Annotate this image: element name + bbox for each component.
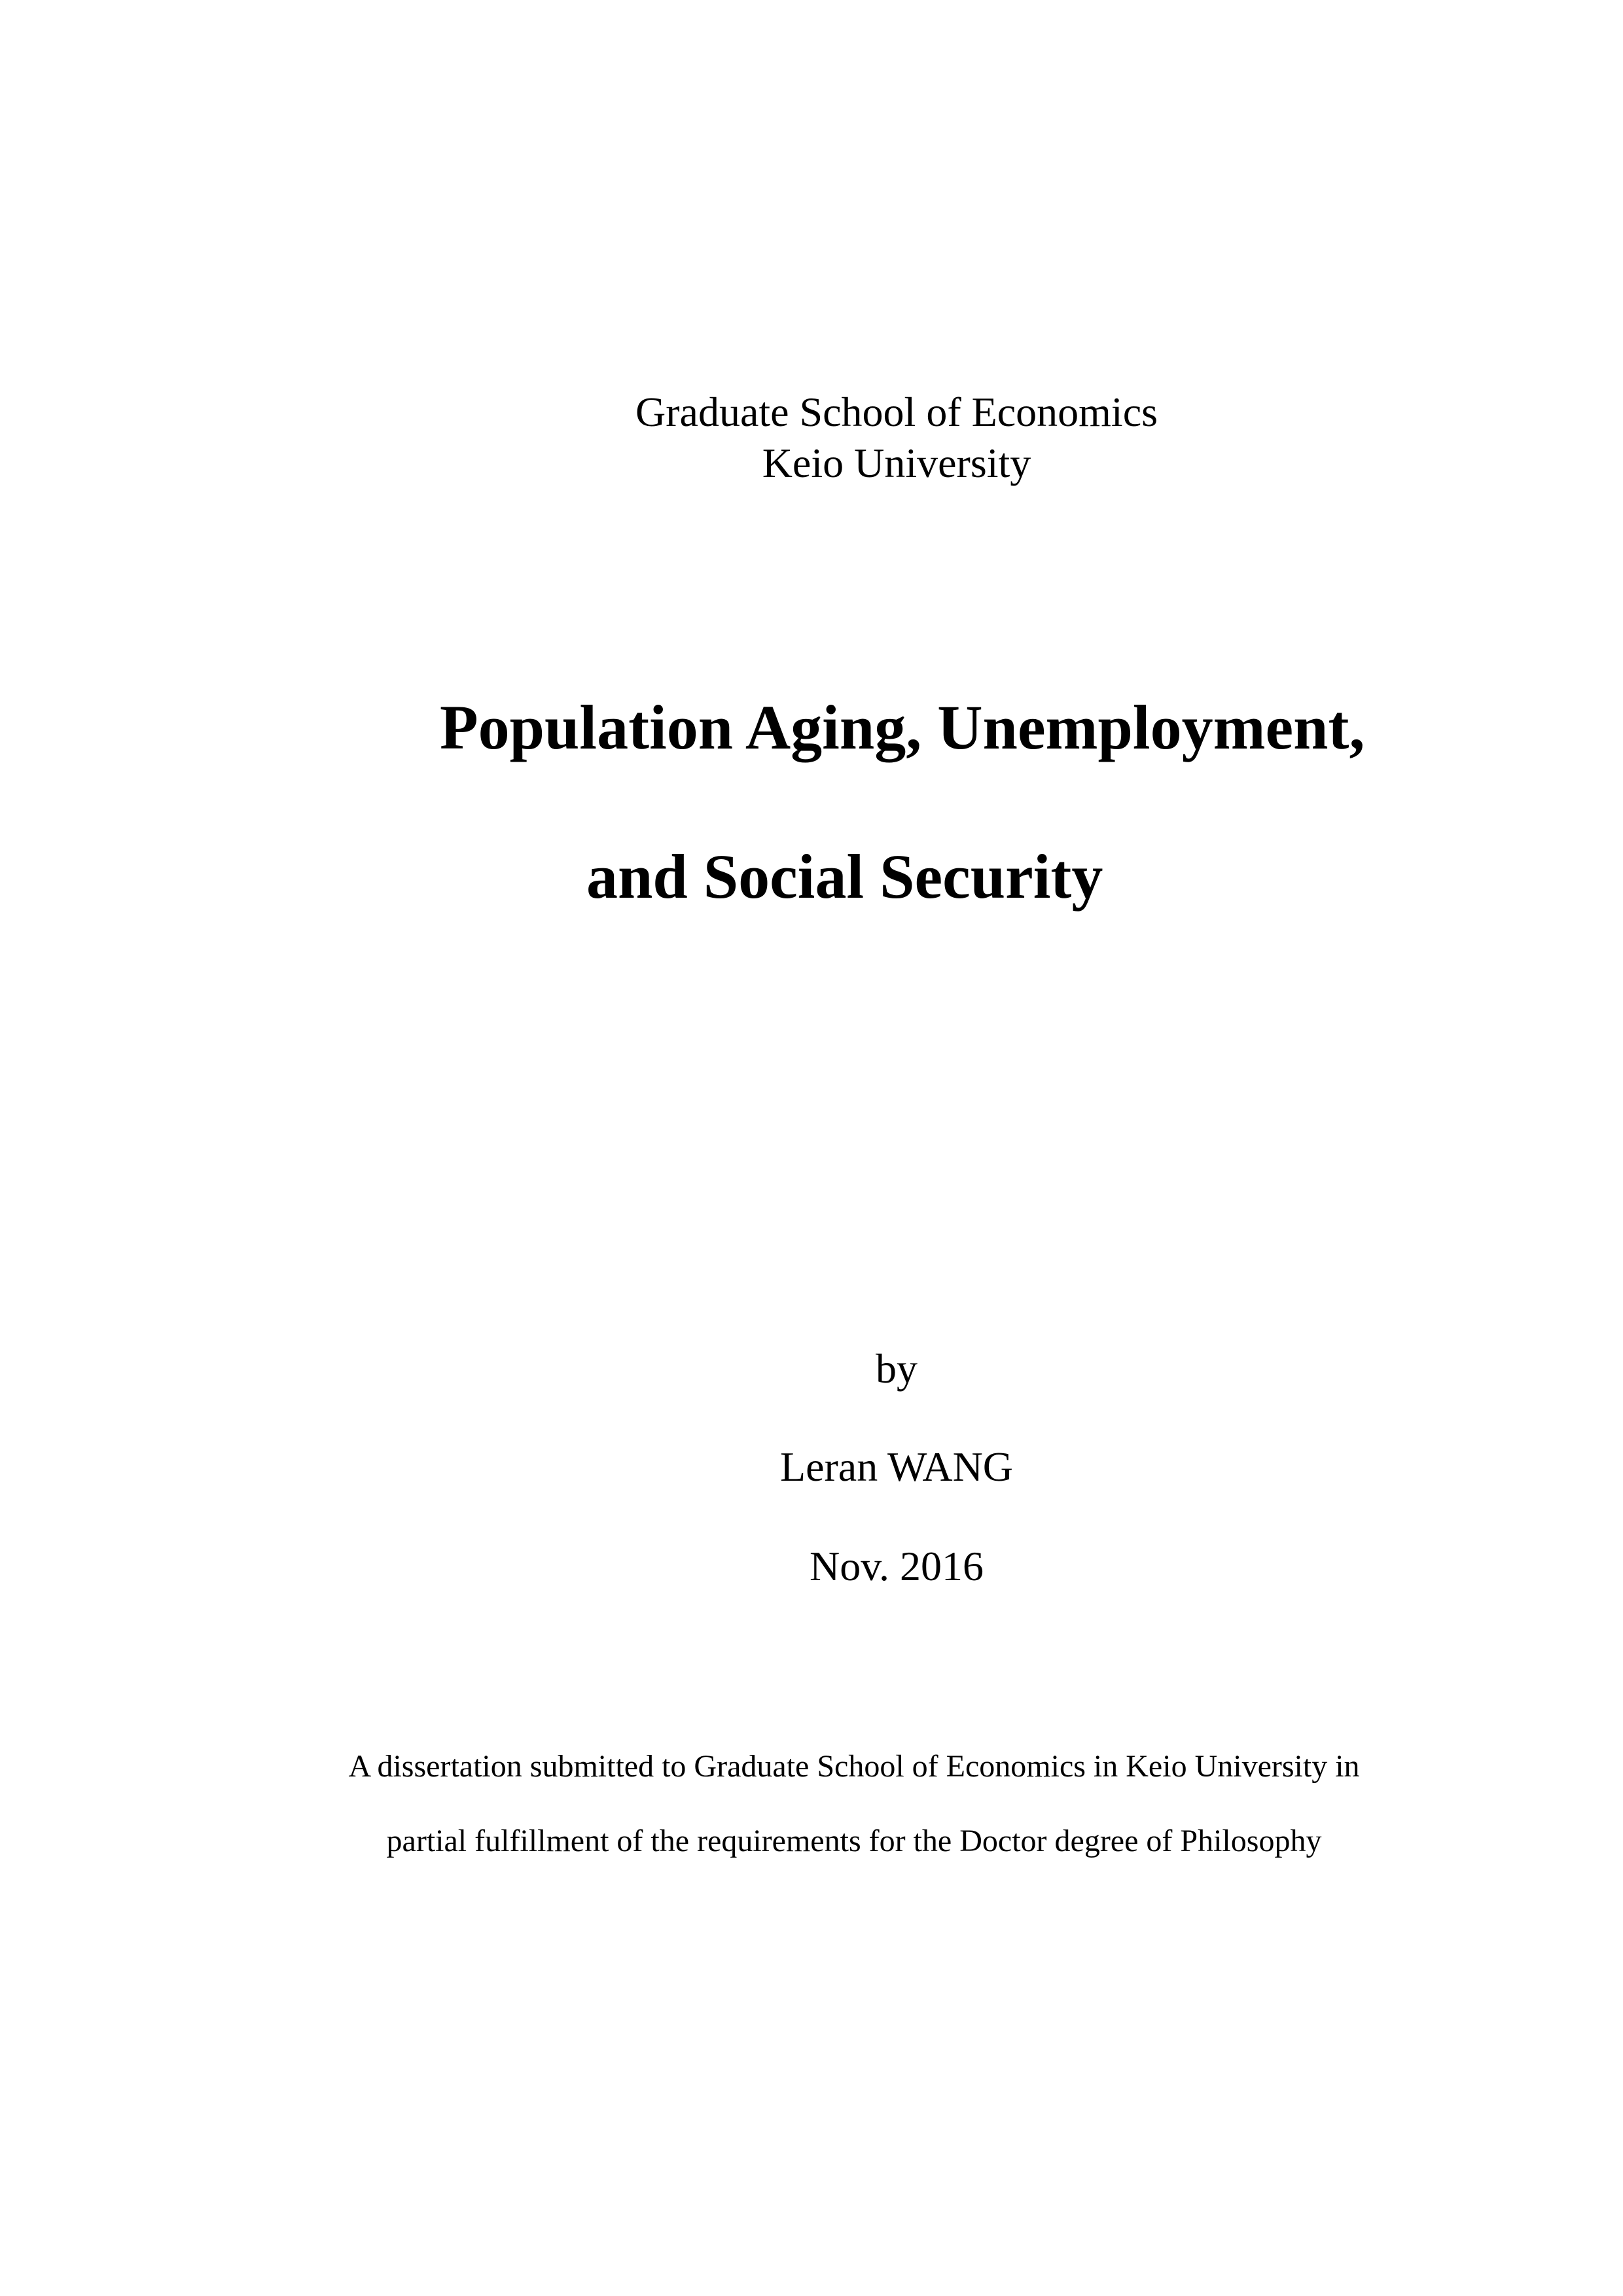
- graduate-school-name: Graduate School of Economics: [635, 389, 1158, 435]
- submission-statement-line-2: partial fulfillment of the requirements for the Doctor degree of Philosophy: [386, 1824, 1322, 1858]
- dissertation-title-line-2: and Social Security: [586, 841, 1103, 911]
- dissertation-title-line-1: Population Aging, Unemployment,: [440, 692, 1365, 762]
- author-name: Leran WANG: [779, 1443, 1014, 1490]
- university-name: Keio University: [762, 440, 1031, 486]
- submission-statement-line-1: A dissertation submitted to Graduate School of Economics in Keio University in: [348, 1749, 1360, 1784]
- by-label: by: [876, 1345, 918, 1392]
- submission-date: Nov. 2016: [809, 1543, 984, 1589]
